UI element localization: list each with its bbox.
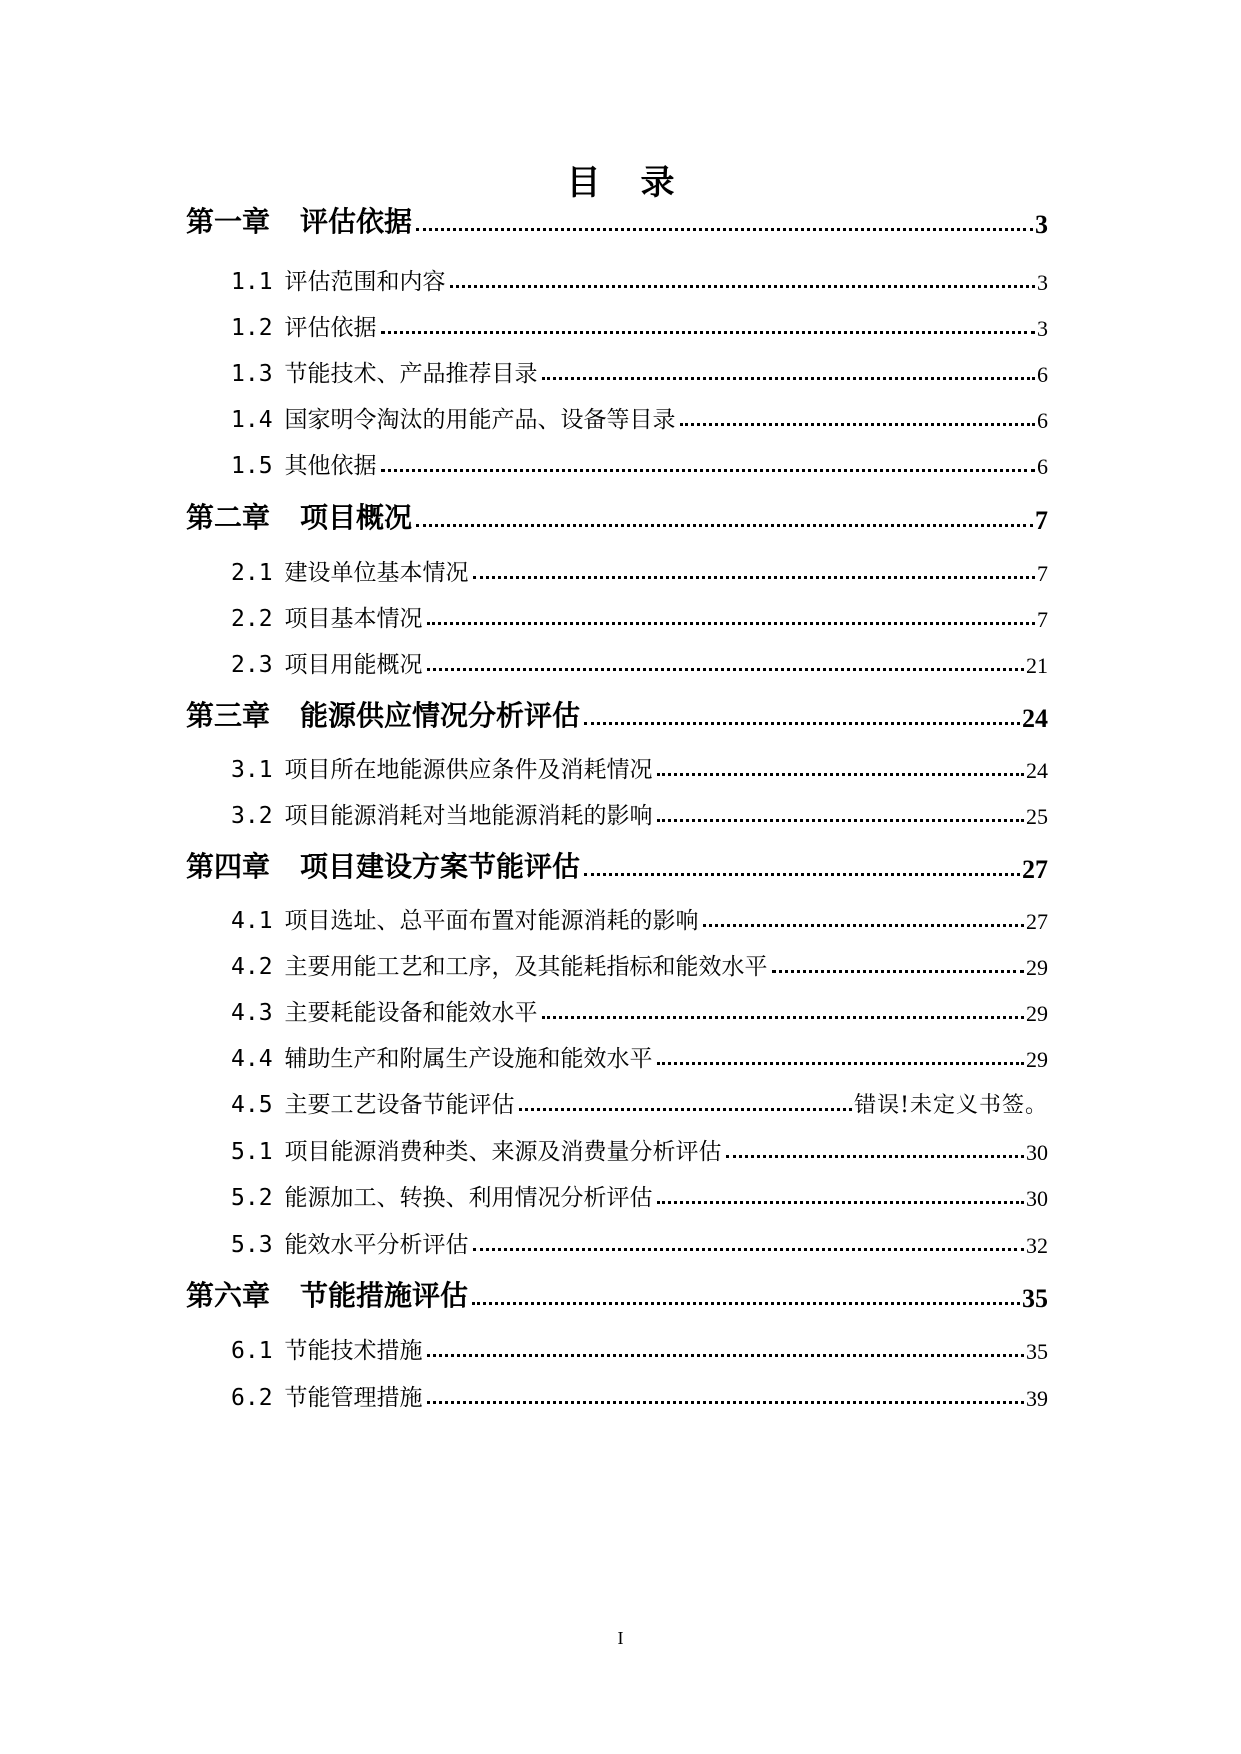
toc-entry-text [231, 1226, 473, 1259]
toc-page-number: 7 [1035, 506, 1048, 535]
toc-dot-leader [427, 618, 1035, 625]
toc-entry-text [231, 1086, 519, 1119]
toc-dot-leader [542, 1012, 1024, 1019]
toc-entry-number: 第四章 [186, 850, 271, 883]
toc-dot-leader [680, 419, 1035, 426]
toc-page-number: 30 [1026, 1186, 1048, 1211]
toc-dot-leader [657, 1058, 1024, 1065]
toc-entry-label: 节能技术、产品推荐目录 [284, 361, 538, 387]
toc-entry-number: 4.3 [231, 1000, 273, 1026]
toc-page-number: 6 [1037, 454, 1048, 479]
toc-dot-leader [542, 373, 1035, 380]
toc-page-number: 27 [1022, 855, 1048, 884]
toc-entry-label: 建设单位基本情况 [284, 560, 469, 586]
toc-entry-label: 项目能源消费种类、来源及消费量分析评估 [284, 1139, 722, 1165]
toc-entry-text [231, 1379, 427, 1412]
toc-entry-text [186, 200, 416, 240]
toc-entry-text [231, 1179, 657, 1212]
toc-page-number: 27 [1026, 909, 1048, 934]
toc-entry-number: 2.1 [231, 560, 273, 586]
toc-entry-text [231, 309, 381, 342]
toc-page-number: 35 [1022, 1284, 1048, 1313]
toc-dot-leader [427, 1397, 1024, 1404]
toc-entry-number: 5.3 [231, 1232, 273, 1258]
toc-page-number: 29 [1026, 1047, 1048, 1072]
toc-entry-label: 节能技术措施 [284, 1338, 423, 1364]
toc-page-number: 3 [1035, 210, 1048, 239]
toc-entry-text [231, 401, 680, 434]
toc-entry-text [186, 694, 584, 734]
toc-entry-label: 节能措施评估 [300, 1279, 469, 1312]
toc-page-number: 29 [1026, 1001, 1048, 1026]
toc-chapter-entry[interactable] [186, 694, 1048, 734]
toc-entry-text [186, 496, 416, 536]
toc-entry-label: 评估依据 [284, 315, 377, 341]
toc-entry-number: 4.1 [231, 908, 273, 934]
toc-entry-text [231, 355, 542, 388]
toc-dot-leader [584, 869, 1020, 876]
toc-entry-text [231, 1133, 726, 1166]
toc-entry-text [186, 1274, 472, 1314]
toc-entry-number: 1.1 [231, 269, 273, 295]
toc-dot-leader [416, 520, 1033, 527]
toc-entry-label: 项目能源消耗对当地能源消耗的影响 [284, 803, 653, 829]
toc-section-entry[interactable] [231, 1331, 1048, 1365]
toc-page-number: 25 [1026, 804, 1048, 829]
toc-page-number: 29 [1026, 955, 1048, 980]
toc-page-number: 24 [1022, 704, 1048, 733]
footer-page-number: I [617, 1628, 624, 1648]
toc-page-number: 错误!未定义书签。 [854, 1093, 1048, 1118]
toc-entry-label: 能源加工、转换、利用情况分析评估 [284, 1185, 653, 1211]
toc-section-entry[interactable] [231, 993, 1048, 1027]
toc-entry-number: 5.2 [231, 1185, 273, 1211]
toc-entry-number: 4.2 [231, 954, 273, 980]
toc-dot-leader [657, 1197, 1024, 1204]
toc-page-number: 3 [1037, 270, 1048, 295]
toc-entry-label: 主要耗能设备和能效水平 [284, 1000, 538, 1026]
toc-dot-leader [416, 224, 1033, 231]
toc-entry-text [231, 994, 542, 1027]
toc-page-number: 35 [1026, 1339, 1048, 1364]
toc-dot-leader [657, 815, 1024, 822]
toc-entry-label: 节能管理措施 [284, 1385, 423, 1411]
toc-dot-leader [519, 1104, 853, 1111]
toc-section-entry[interactable] [231, 553, 1048, 587]
toc-section-entry[interactable] [231, 901, 1048, 935]
toc-dot-leader [703, 920, 1024, 927]
toc-entry-label: 项目基本情况 [284, 606, 423, 632]
toc-dot-leader [772, 966, 1024, 973]
toc-dot-leader [657, 769, 1024, 776]
toc-entry-number: 6.1 [231, 1338, 273, 1364]
toc-entry-number: 第六章 [186, 1279, 271, 1312]
toc-entry-number: 1.2 [231, 315, 273, 341]
toc-page-number: 32 [1026, 1233, 1048, 1258]
toc-entry-label: 能效水平分析评估 [284, 1232, 469, 1258]
toc-page-number: 6 [1037, 362, 1048, 387]
toc-section-entry[interactable] [231, 796, 1048, 830]
toc-entry-text [231, 1332, 427, 1365]
toc-section-entry[interactable] [231, 645, 1048, 679]
toc-dot-leader [584, 718, 1020, 725]
toc-entry-text [186, 845, 584, 885]
toc-entry-label: 项目所在地能源供应条件及消耗情况 [284, 757, 653, 783]
toc-section-entry[interactable] [231, 1225, 1048, 1259]
toc-page-number: 24 [1026, 758, 1048, 783]
toc-page-number: 7 [1037, 561, 1048, 586]
toc-section-entry[interactable] [231, 1085, 1048, 1119]
toc-section-entry[interactable] [231, 1132, 1048, 1166]
toc-entry-text [231, 948, 772, 981]
toc-section-entry[interactable] [231, 400, 1048, 434]
toc-entry-text [231, 554, 473, 587]
toc-dot-leader [450, 281, 1035, 288]
toc-entry-number: 2.3 [231, 652, 273, 678]
toc-entry-number: 1.3 [231, 361, 273, 387]
toc-title-char-2: 录 [640, 163, 675, 203]
toc-page-number: 39 [1026, 1386, 1048, 1411]
toc-section-entry[interactable] [231, 354, 1048, 388]
toc-dot-leader [726, 1151, 1024, 1158]
toc-page-number: 30 [1026, 1140, 1048, 1165]
toc-section-entry[interactable] [231, 262, 1048, 296]
toc-section-entry[interactable] [231, 599, 1048, 633]
toc-entry-label: 其他依据 [284, 453, 377, 479]
toc-chapter-entry[interactable] [186, 1274, 1048, 1314]
toc-page-number: 6 [1037, 408, 1048, 433]
toc-section-entry[interactable] [231, 308, 1048, 342]
toc-dot-leader [427, 664, 1024, 671]
toc-entry-number: 4.5 [231, 1092, 273, 1118]
toc-entry-number: 1.5 [231, 453, 273, 479]
toc-section-entry[interactable] [231, 1178, 1048, 1212]
toc-entry-text [231, 263, 450, 296]
toc-dot-leader [473, 572, 1035, 579]
toc-entry-text [231, 797, 657, 830]
toc-entry-label: 国家明令淘汰的用能产品、设备等目录 [284, 407, 676, 433]
toc-section-entry[interactable] [231, 947, 1048, 981]
toc-page-number: 7 [1037, 607, 1048, 632]
toc-dot-leader [473, 1244, 1024, 1251]
toc-dot-leader [381, 465, 1035, 472]
toc-entry-label: 评估依据 [300, 205, 413, 238]
toc-page-number: 21 [1026, 653, 1048, 678]
toc-title-char-1: 目 [566, 163, 601, 203]
toc-entry-number: 第一章 [186, 205, 271, 238]
toc-entry-number: 3.2 [231, 803, 273, 829]
toc-dot-leader [427, 1350, 1024, 1357]
toc-entry-text [231, 646, 427, 679]
toc-dot-leader [381, 327, 1035, 334]
toc-entry-label: 项目用能概况 [284, 652, 423, 678]
toc-entry-text [231, 1040, 657, 1073]
toc-page-number: 3 [1037, 316, 1048, 341]
toc-entry-label: 主要工艺设备节能评估 [284, 1092, 515, 1118]
toc-entry-number: 第三章 [186, 699, 271, 732]
toc-section-entry[interactable] [231, 446, 1048, 480]
toc-chapter-entry[interactable] [186, 496, 1048, 536]
toc-section-entry[interactable] [231, 1039, 1048, 1073]
toc-chapter-entry[interactable] [186, 845, 1048, 885]
toc-entry-label: 评估范围和内容 [284, 269, 446, 295]
toc-entry-label: 项目建设方案节能评估 [300, 850, 581, 883]
toc-entry-number: 6.2 [231, 1385, 273, 1411]
toc-entry-text [231, 447, 381, 480]
toc-section-entry[interactable] [231, 750, 1048, 784]
toc-entry-label: 项目选址、总平面布置对能源消耗的影响 [284, 908, 699, 934]
toc-entry-text [231, 600, 427, 633]
toc-entry-number: 2.2 [231, 606, 273, 632]
toc-chapter-entry[interactable] [186, 200, 1048, 240]
toc-entry-label: 主要用能工艺和工序，及其能耗指标和能效水平 [284, 954, 768, 980]
toc-entry-number: 第二章 [186, 501, 271, 534]
toc-entry-number: 1.4 [231, 407, 273, 433]
toc-entry-number: 3.1 [231, 757, 273, 783]
toc-entry-number: 5.1 [231, 1139, 273, 1165]
toc-entry-label: 能源供应情况分析评估 [300, 699, 581, 732]
toc-section-entry[interactable] [231, 1378, 1048, 1412]
toc-entry-label: 辅助生产和附属生产设施和能效水平 [284, 1046, 653, 1072]
toc-dot-leader [472, 1298, 1020, 1305]
toc-entry-number: 4.4 [231, 1046, 273, 1072]
toc-entry-text [231, 902, 703, 935]
toc-entry-text [231, 751, 657, 784]
toc-entry-label: 项目概况 [300, 501, 413, 534]
